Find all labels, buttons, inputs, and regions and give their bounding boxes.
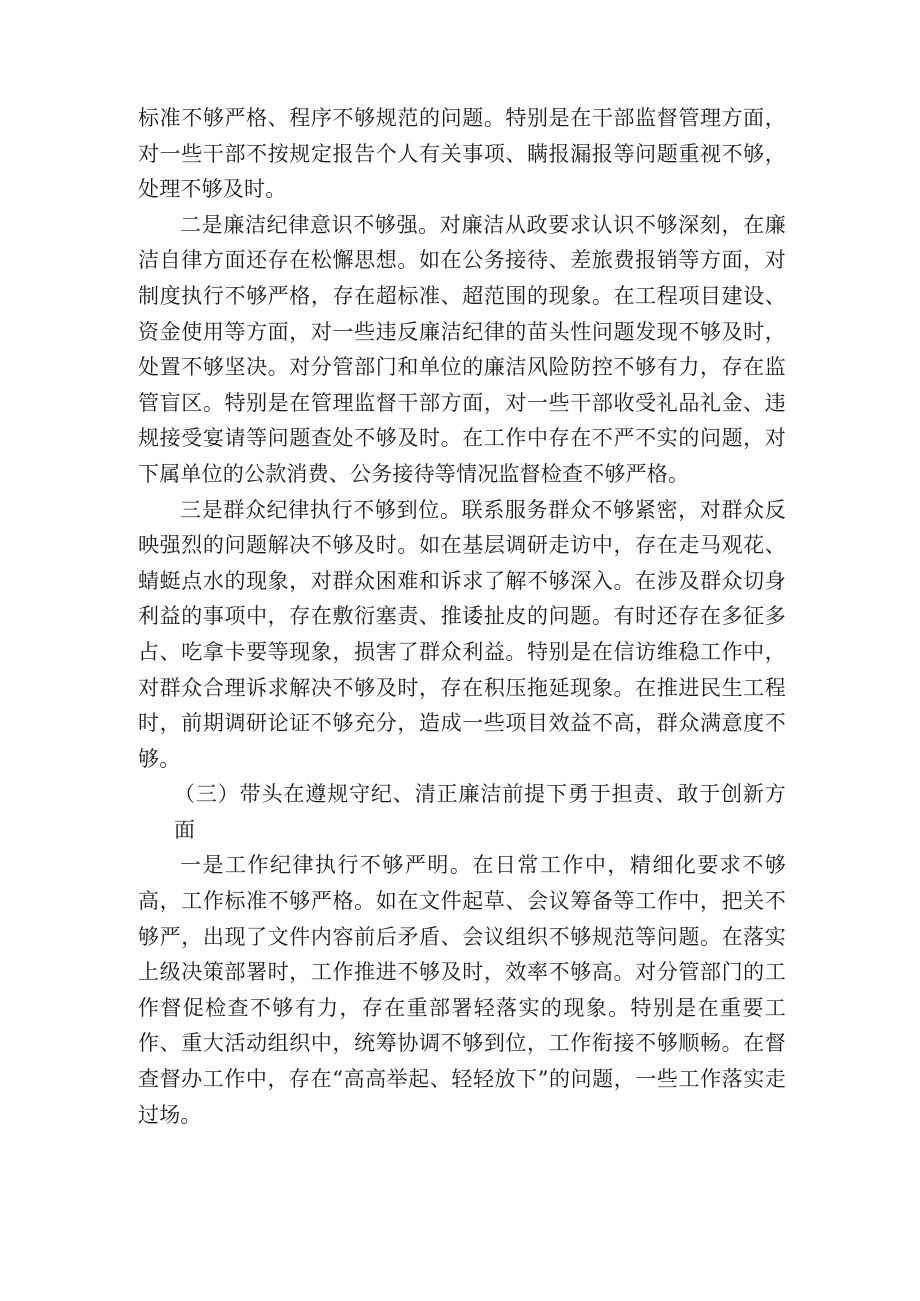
paragraph-integrity-discipline: 二是廉洁纪律意识不够强。对廉洁从政要求认识不够深刻，在廉洁自律方面还存在松懈思想。如在公务接待、差旅费报销等方面，对制度执行不够严格，存在超标准、超范围的现象。在工程项目建设、资金使用等方面，对一些违反廉洁纪律的苗头性问题发现不够及时，处置不够坚决。对分管部门和单位的廉洁风险防控不够有力，存在监管盲区。特别是在管理监督干部方面，对一些干部收受礼品礼金、违规接受宴请等问题查处不够及时。在工作中存在不严不实的问题，对下属单位的公款消费、公务接待等情况监督检查不够严格。 (138, 212, 786, 486)
paragraph-work-discipline: 一是工作纪律执行不够严明。在日常工作中，精细化要求不够高，工作标准不够严格。如在文件起草、会议筹备等工作中，把关不够严，出现了文件内容前后矛盾、会议组织不够规范等问题。在落实上级决策部署时，工作推进不够及时，效率不够高。对分管部门的工作督促检查不够有力，存在重部署轻落实的现象。特别是在重要工作、重大活动组织中，统筹协调不够到位，工作衔接不够顺畅。在督查督办工作中，存在“高高举起、轻轻放下”的问题，一些工作落实走过场。 (138, 853, 786, 1127)
document-body (138, 101, 786, 1133)
section-heading-3: （三）带头在遵规守纪、清正廉洁前提下勇于担责、敢于创新方面 (174, 782, 786, 842)
paragraph-mass-discipline: 三是群众纪律执行不够到位。联系服务群众不够紧密，对群众反映强烈的问题解决不够及时。如在基层调研走访中，存在走马观花、蜻蜓点水的现象，对群众困难和诉求了解不够深入。在涉及群众切身利益的事项中，存在敷衍塞责、推诿扯皮的问题。有时还存在多征多占、吃拿卡要等现象，损害了群众利益。特别是在信访维稳工作中，对群众合理诉求解决不够及时，存在积压拖延现象。在推进民生工程时，前期调研论证不够充分，造成一些项目效益不高，群众满意度不够。 (138, 497, 786, 771)
paragraph-continuation: 标准不够严格、程序不够规范的问题。特别是在干部监督管理方面，对一些干部不按规定报告个人有关事项、瞒报漏报等问题重视不够，处理不够及时。 (138, 106, 786, 202)
